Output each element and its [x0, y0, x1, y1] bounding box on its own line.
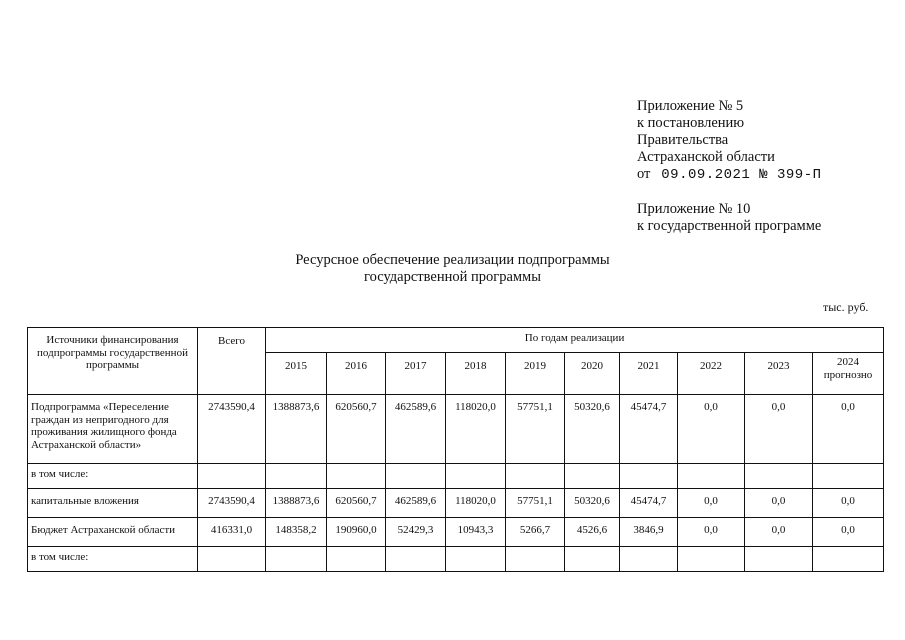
cell: 0,0	[813, 518, 884, 547]
cell	[386, 547, 446, 572]
cell	[678, 547, 745, 572]
cell	[620, 464, 678, 489]
row-total: 416331,0	[198, 518, 266, 547]
cell: 4526,6	[565, 518, 620, 547]
row-label: Подпрограмма «Переселение граждан из непригодного для проживания жилищного фонда Астраханской области»	[28, 395, 198, 464]
row-total: 2743590,4	[198, 395, 266, 464]
row-label: Бюджет Астраханской области	[28, 518, 198, 547]
row-label: капитальные вложения	[28, 489, 198, 518]
cell: 0,0	[678, 395, 745, 464]
year-header: 2015	[266, 353, 327, 395]
year-header: 2018	[446, 353, 506, 395]
appendix-5-block	[637, 98, 822, 184]
cell: 148358,2	[266, 518, 327, 547]
cell	[446, 464, 506, 489]
year-header: 2019	[506, 353, 565, 395]
appendix-5-line2: к постановлению	[637, 115, 745, 131]
cell	[745, 464, 813, 489]
cell: 0,0	[813, 395, 884, 464]
document-title-line1: Ресурсное обеспечение реализации подпрограммы	[295, 252, 610, 268]
cell: 45474,7	[620, 489, 678, 518]
cell: 0,0	[745, 395, 813, 464]
cell	[386, 464, 446, 489]
units-label: тыс. руб.	[823, 300, 869, 314]
table-row	[28, 547, 884, 572]
cell	[678, 464, 745, 489]
cell	[266, 464, 327, 489]
cell: 52429,3	[386, 518, 446, 547]
year-2024-note: прогнозно	[823, 368, 873, 381]
cell	[266, 547, 327, 572]
year-header: 2022	[678, 353, 745, 395]
year-header: 2017	[386, 353, 446, 395]
document-title-line2: государственной программы	[364, 269, 541, 285]
year-header: 2020	[565, 353, 620, 395]
row-label: в том числе:	[28, 464, 198, 489]
cell: 3846,9	[620, 518, 678, 547]
table-row	[28, 489, 884, 518]
date-prefix: от	[637, 166, 651, 182]
cell	[446, 547, 506, 572]
cell: 0,0	[745, 489, 813, 518]
decree-date-number: 09.09.2021 № 399-П	[661, 167, 822, 183]
appendix-5-line4: Астраханской области	[637, 149, 775, 165]
cell: 1388873,6	[266, 395, 327, 464]
row-label: в том числе:	[28, 547, 198, 572]
cell: 190960,0	[327, 518, 386, 547]
appendix-10-title: Приложение № 10	[637, 201, 751, 217]
cell: 462589,6	[386, 489, 446, 518]
row-total: 2743590,4	[198, 489, 266, 518]
appendix-10-block	[637, 201, 821, 235]
year-header: 2023	[745, 353, 813, 395]
cell	[198, 464, 266, 489]
cell: 50320,6	[565, 489, 620, 518]
col-header-source: Источники финансирования подпрограммы государственной программы	[28, 328, 198, 395]
cell	[327, 464, 386, 489]
col-header-years-group: По годам реализации	[266, 328, 884, 353]
cell: 57751,1	[506, 489, 565, 518]
document-title	[0, 252, 905, 286]
cell: 50320,6	[565, 395, 620, 464]
cell	[620, 547, 678, 572]
appendix-5-date-line	[637, 166, 822, 184]
cell: 0,0	[678, 489, 745, 518]
year-header-2024	[813, 353, 884, 395]
table-row	[28, 518, 884, 547]
cell: 10943,3	[446, 518, 506, 547]
year-2024-label: 2024	[837, 356, 860, 368]
cell: 620560,7	[327, 395, 386, 464]
cell	[506, 464, 565, 489]
cell: 620560,7	[327, 489, 386, 518]
cell: 0,0	[745, 518, 813, 547]
year-header: 2016	[327, 353, 386, 395]
cell: 462589,6	[386, 395, 446, 464]
cell	[198, 547, 266, 572]
year-header: 2021	[620, 353, 678, 395]
cell	[327, 547, 386, 572]
cell: 45474,7	[620, 395, 678, 464]
appendix-5-title: Приложение № 5	[637, 98, 744, 114]
appendix-5-line3: Правительства	[637, 132, 729, 148]
cell: 0,0	[813, 489, 884, 518]
resource-table	[27, 327, 884, 572]
cell: 118020,0	[446, 489, 506, 518]
cell	[565, 464, 620, 489]
col-header-total: Всего	[198, 328, 266, 395]
cell	[565, 547, 620, 572]
cell: 0,0	[678, 518, 745, 547]
table-row	[28, 464, 884, 489]
table-header-row	[28, 328, 884, 353]
cell	[813, 464, 884, 489]
cell	[745, 547, 813, 572]
table-row	[28, 395, 884, 464]
cell: 1388873,6	[266, 489, 327, 518]
cell	[506, 547, 565, 572]
cell: 118020,0	[446, 395, 506, 464]
cell: 5266,7	[506, 518, 565, 547]
appendix-10-line2: к государственной программе	[637, 218, 822, 234]
cell: 57751,1	[506, 395, 565, 464]
cell	[813, 547, 884, 572]
